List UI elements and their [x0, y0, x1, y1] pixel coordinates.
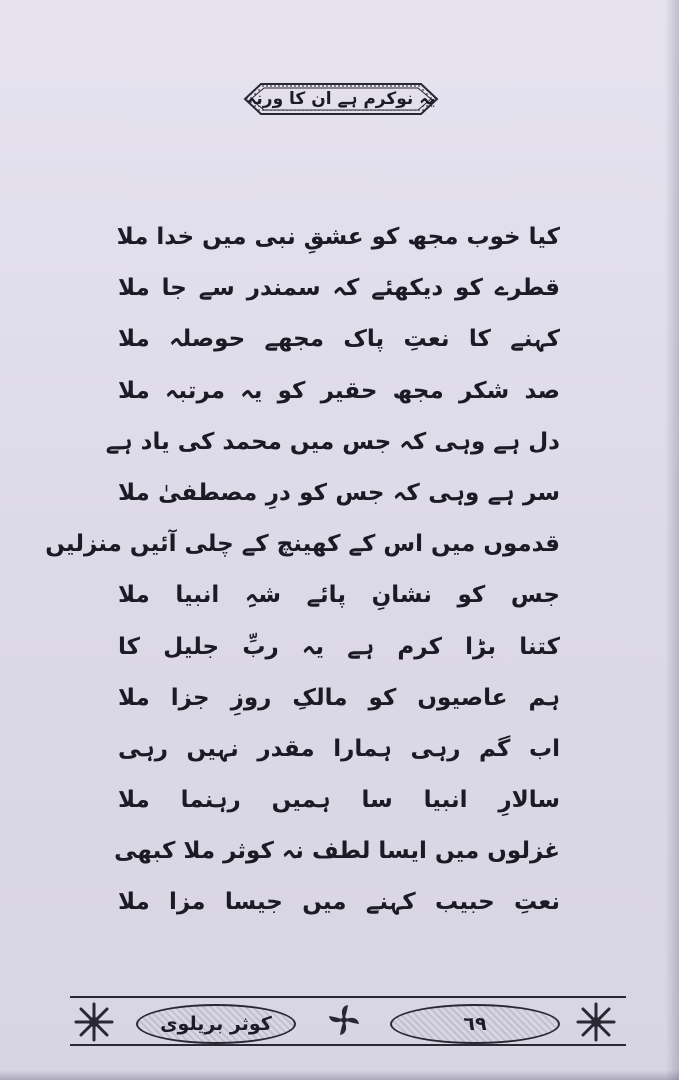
- verse-line: غزلوں میں ایسا لطف نہ کوثر ملا کبھی: [114, 838, 560, 865]
- verse-line: قدموں میں اس کے کھینچ کے چلی آئیں منزلیں: [45, 531, 560, 558]
- pinwheel-icon: [326, 1002, 362, 1038]
- page-number: ٦٩: [390, 1004, 560, 1044]
- page-bottom-shadow: [0, 1070, 679, 1080]
- verse-line: کتنا بڑا کرم ہے یہ ربِّ جلیل کا: [118, 633, 560, 660]
- author-name: کوثر بریلوی: [136, 1004, 296, 1044]
- verse-line: کہنے کا نعتِ پاک مجھے حوصلہ ملا: [118, 326, 560, 353]
- poem-body: [45, 212, 560, 929]
- verse-line: کیا خوب مجھ کو عشقِ نبی میں خدا ملا: [116, 224, 560, 250]
- footer-rule-top: [70, 996, 626, 998]
- verse-line: سر ہے وہی کہ جس کو درِ مصطفیٰ ملا: [118, 479, 560, 506]
- verse-line: صد شکر مجھ حقیر کو یہ مرتبہ ملا: [118, 377, 560, 404]
- page-footer: [70, 990, 626, 1050]
- page-edge-shadow: [665, 0, 679, 1080]
- verse-line: ہم عاصیوں کو مالکِ روزِ جزا ملا: [118, 684, 560, 711]
- banner-title: یہ نوکرم ہے ان کا ورنہ: [246, 89, 436, 109]
- verse-line: نعتِ حبیب کہنے میں جیسا مزا ملا: [118, 889, 560, 916]
- verse-line: قطرے کو دیکھئے کہ سمندر سے جا ملا: [118, 275, 560, 302]
- footer-rule-bottom: [70, 1044, 626, 1046]
- verse-line: اب گم رہی ہمارا مقدر نہیں رہی: [118, 735, 560, 762]
- flourish-icon: [576, 1002, 616, 1042]
- verse-line: جس کو نشانِ پائے شہِ انبیا ملا: [118, 582, 560, 609]
- flourish-icon: [74, 1002, 114, 1042]
- verse-line: سالارِ انبیا سا ہمیں رہنما ملا: [118, 787, 560, 814]
- header-banner: [241, 80, 441, 118]
- verse-line: دل ہے وہی کہ جس میں محمد کی یاد ہے: [105, 428, 560, 455]
